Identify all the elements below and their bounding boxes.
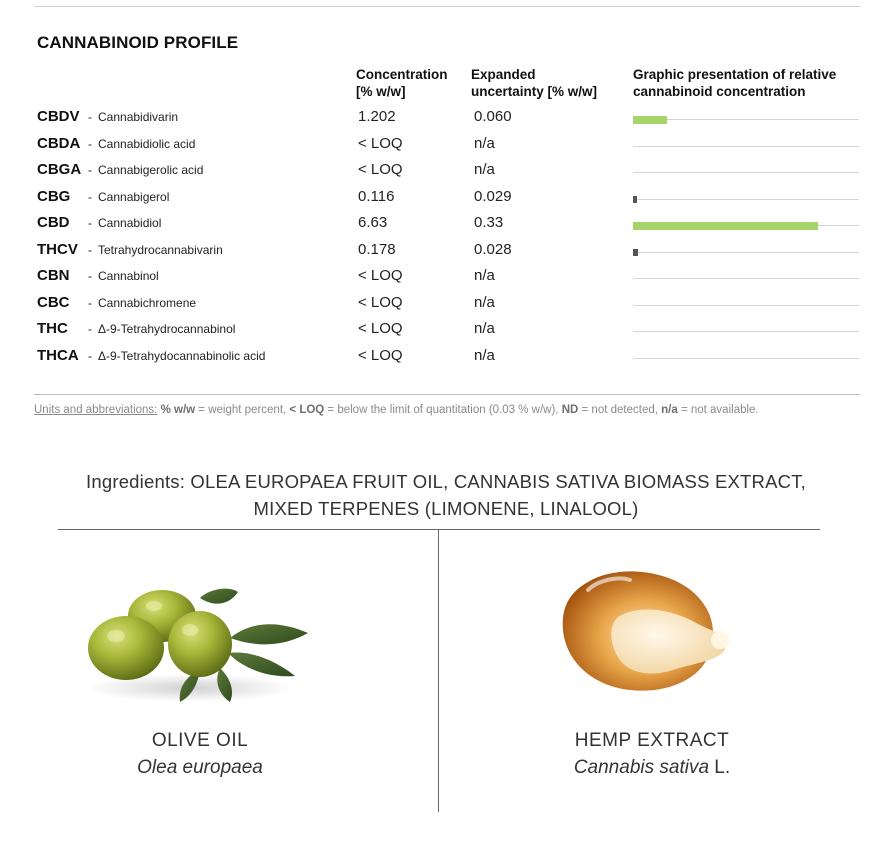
concentration-bar — [633, 116, 667, 124]
cannabinoid-name: Tetrahydrocannabivarin — [98, 242, 223, 257]
concentration-value: 6.63 — [358, 214, 388, 231]
uncertainty-value: n/a — [474, 134, 495, 152]
uncertainty-value: 0.33 — [474, 214, 504, 231]
concentration-track — [633, 331, 859, 332]
concentration-bar — [633, 249, 638, 256]
cannabinoid-name: Δ-9-Tetrahydocannabinolic acid — [98, 348, 266, 363]
olive-icon — [80, 578, 320, 708]
cannabinoid-abbr: CBGA — [37, 161, 82, 178]
cannabinoid-abbr: CBC — [37, 293, 70, 311]
table-row — [0, 320, 892, 346]
ingredients-divider — [58, 529, 820, 530]
cannabinoid-abbr: THC — [37, 320, 68, 337]
uncertainty-value: n/a — [474, 293, 495, 311]
footnote-lead: Units and abbreviations: — [34, 404, 158, 416]
cannabinoid-abbr: CBDV — [37, 108, 80, 125]
name-separator: - — [88, 295, 92, 310]
hemp-extract-icon — [548, 562, 738, 702]
footnote-loq-def: = below the limit of quantitation (0.03 % w/w), — [324, 404, 562, 416]
cannabinoid-abbr: THCA — [37, 346, 79, 364]
concentration-track — [633, 305, 859, 306]
concentration-bar — [633, 196, 637, 203]
concentration-track — [633, 199, 859, 200]
uncertainty-value: 0.028 — [474, 240, 512, 258]
table-row — [0, 214, 892, 240]
concentration-value: < LOQ — [358, 346, 403, 364]
uncertainty-value: n/a — [474, 267, 495, 284]
footnote-nd-term: ND — [561, 404, 579, 416]
olive-latin: Olea europaea — [137, 757, 263, 778]
footnote-loq-term: < LOQ — [289, 404, 325, 416]
cannabinoid-name: Cannabigerolic acid — [98, 163, 204, 177]
ingredients-text — [40, 468, 852, 522]
vertical-divider — [438, 530, 439, 812]
concentration-track — [633, 278, 859, 279]
abbreviations-footnote — [34, 404, 759, 416]
header-concentration: Concentration [% w/w] — [356, 67, 448, 99]
cannabinoid-name: Cannabinol — [98, 269, 159, 283]
table-row — [0, 161, 892, 187]
name-separator: - — [88, 216, 92, 230]
concentration-track — [633, 172, 859, 173]
concentration-bar — [633, 222, 818, 230]
olive-name: OLIVE OIL — [151, 730, 249, 751]
footnote-na-def: = not available. — [677, 404, 759, 416]
table-row — [0, 241, 892, 267]
uncertainty-value: 0.060 — [474, 108, 512, 125]
concentration-value: < LOQ — [358, 293, 403, 311]
name-separator: - — [88, 242, 92, 257]
hemp-latin: Cannabis sativa — [573, 757, 710, 778]
top-divider — [34, 6, 860, 7]
uncertainty-value: 0.029 — [474, 187, 512, 205]
cannabinoid-name: Cannabidivarin — [98, 110, 179, 124]
cannabinoid-abbr: CBN — [37, 267, 70, 284]
concentration-value: 1.202 — [358, 108, 396, 125]
name-separator: - — [88, 322, 92, 336]
footnote-ww-def: = weight percent, — [195, 404, 290, 416]
concentration-value: < LOQ — [358, 134, 403, 152]
name-separator: - — [88, 189, 92, 204]
table-divider — [34, 394, 860, 395]
header-uncertainty: Expanded uncertainty [% w/w] — [471, 67, 598, 99]
cannabinoid-name: Δ-9-Tetrahydrocannabinol — [98, 322, 236, 336]
cannabinoid-name: Cannabidiolic acid — [98, 136, 196, 151]
table-row — [0, 108, 892, 134]
concentration-track — [633, 252, 859, 253]
concentration-value: < LOQ — [358, 267, 403, 284]
table-row — [0, 347, 892, 373]
cannabinoid-name: Cannabigerol — [98, 189, 170, 204]
footnote-ww-term: % w/w — [160, 404, 196, 416]
uncertainty-value: n/a — [474, 320, 495, 337]
cannabinoid-name: Cannabidiol — [98, 216, 162, 230]
ingredients-line-2: MIXED TERPENES (LIMONENE, LINALOOL) — [253, 498, 639, 519]
cannabinoid-abbr: CBD — [37, 214, 70, 231]
footnote-nd-def: = not detected, — [578, 404, 662, 416]
footnote-na-term: n/a — [661, 404, 678, 416]
hemp-caption — [502, 727, 802, 781]
concentration-track — [633, 146, 859, 147]
hemp-latin-suffix: L. — [709, 757, 731, 778]
name-separator: - — [88, 269, 92, 283]
table-row — [0, 188, 892, 214]
name-separator: - — [88, 348, 92, 363]
cannabinoid-name: Cannabichromene — [98, 295, 197, 310]
uncertainty-value: n/a — [474, 346, 495, 364]
name-separator: - — [88, 136, 92, 151]
concentration-value: < LOQ — [358, 161, 403, 178]
table-row — [0, 135, 892, 161]
olive-caption — [50, 727, 350, 781]
table-row — [0, 294, 892, 320]
cannabinoid-abbr: CBDA — [37, 134, 81, 152]
ingredients-line-1: Ingredients: OLEA EUROPAEA FRUIT OIL, CANNABIS SATIVA BIOMASS EXTRACT, — [86, 471, 806, 492]
concentration-value: 0.116 — [358, 187, 395, 205]
concentration-track — [633, 358, 859, 359]
name-separator: - — [88, 163, 92, 177]
profile-title: CANNABINOID PROFILE — [37, 33, 239, 52]
header-graphic: Graphic presentation of relative cannabinoid concentration — [633, 67, 837, 99]
concentration-value: 0.178 — [358, 240, 396, 258]
name-separator: - — [88, 110, 92, 124]
cannabinoid-abbr: THCV — [37, 240, 78, 258]
uncertainty-value: n/a — [474, 161, 495, 178]
cannabinoid-abbr: CBG — [37, 187, 71, 205]
table-row — [0, 267, 892, 293]
hemp-name: HEMP EXTRACT — [574, 730, 730, 751]
concentration-value: < LOQ — [358, 320, 403, 337]
